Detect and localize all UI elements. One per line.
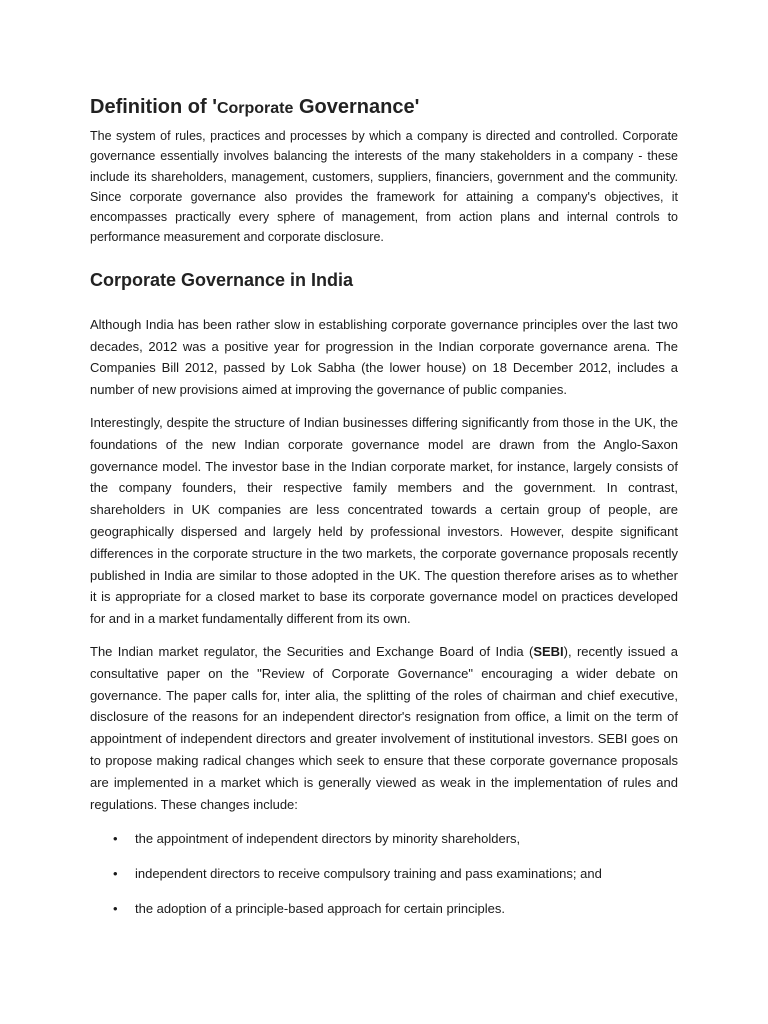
list-item-text: the appointment of independent directors by minority shareholders, — [135, 831, 521, 847]
list-item-text: independent directors to receive compulsory training and pass examinations; and — [135, 866, 602, 882]
india-paragraph-2: Interestingly, despite the structure of Indian businesses differing significantly from those in the UK, the foundations of the new Indian corporate governance model are drawn from the Anglo-Saxon governance model. The investor base in the Indian corporate market, for instance, largely consists of the company founders, their respective family members and the government. In contrast, shareholders in UK companies are less concentrated towards a certain group of people, are geographically dispersed and largely held by professional investors. However, despite significant differences in the corporate structure in the two markets, the corporate governance proposals recently published in India are similar to those adopted in the UK. The question therefore arises as to whether it is appropriate for a closed market to base its corporate governance model on practices developed for and in a market fundamentally different from its own. — [90, 414, 678, 627]
list-item — [90, 898, 678, 919]
india-section-heading: Corporate Governance in India — [90, 269, 354, 290]
definition-title — [90, 94, 678, 122]
definition-title-word-governance: Governance' — [293, 96, 420, 118]
bullet-icon: • — [113, 866, 118, 882]
document-page — [90, 94, 678, 933]
definition-title-word-corporate: Corporate — [216, 100, 294, 117]
list-item — [90, 828, 678, 849]
india-paragraph-3 — [90, 641, 678, 815]
bullet-icon: • — [113, 831, 118, 847]
paragraph-3-text-after: ), recently issued a consultative paper on the "Review of Corporate Governance" encouraging a wider debate on governance. The paper calls for, inter alia, the splitting of the roles of chairman and chief executive, disclosure of the reasons for an independent director's resignation from office, a limit on the term of appointment of independent directors and greater involvement of institutional investors. SEBI goes on to propose making radical changes which seek to ensure that these corporate governance proposals are implemented in a market which is generally viewed as weak in the implementation of rules and regulations. These changes include: — [90, 643, 678, 812]
bullet-icon: • — [113, 901, 118, 917]
india-paragraph-1: Although India has been rather slow in establishing corporate governance principles over the last two decades, 2012 was a positive year for progression in the Indian corporate governance arena. The Companies Bill 2012, passed by Lok Sabha (the lower house) on 18 December 2012, includes a number of new provisions aimed at improving the governance of public companies. — [90, 316, 678, 398]
sebi-acronym: SEBI — [533, 643, 564, 659]
paragraph-3-text-before: The Indian market regulator, the Securities and Exchange Board of India ( — [90, 643, 534, 659]
changes-bullet-list — [90, 828, 678, 919]
definition-title-prefix: Definition of ' — [90, 96, 217, 118]
list-item-text: the adoption of a principle-based approach for certain principles. — [135, 901, 506, 917]
list-item — [90, 863, 678, 884]
definition-body: The system of rules, practices and processes by which a company is directed and controlled. Corporate governance essentially involves balancing the interests of the many stakeholders in a company - these include its shareholders, management, customers, suppliers, financiers, government and the community. Since corporate governance also provides the framework for attaining a company's objectives, it encompasses practically every sphere of management, from action plans and internal controls to performance measurement and corporate disclosure. — [90, 129, 678, 245]
